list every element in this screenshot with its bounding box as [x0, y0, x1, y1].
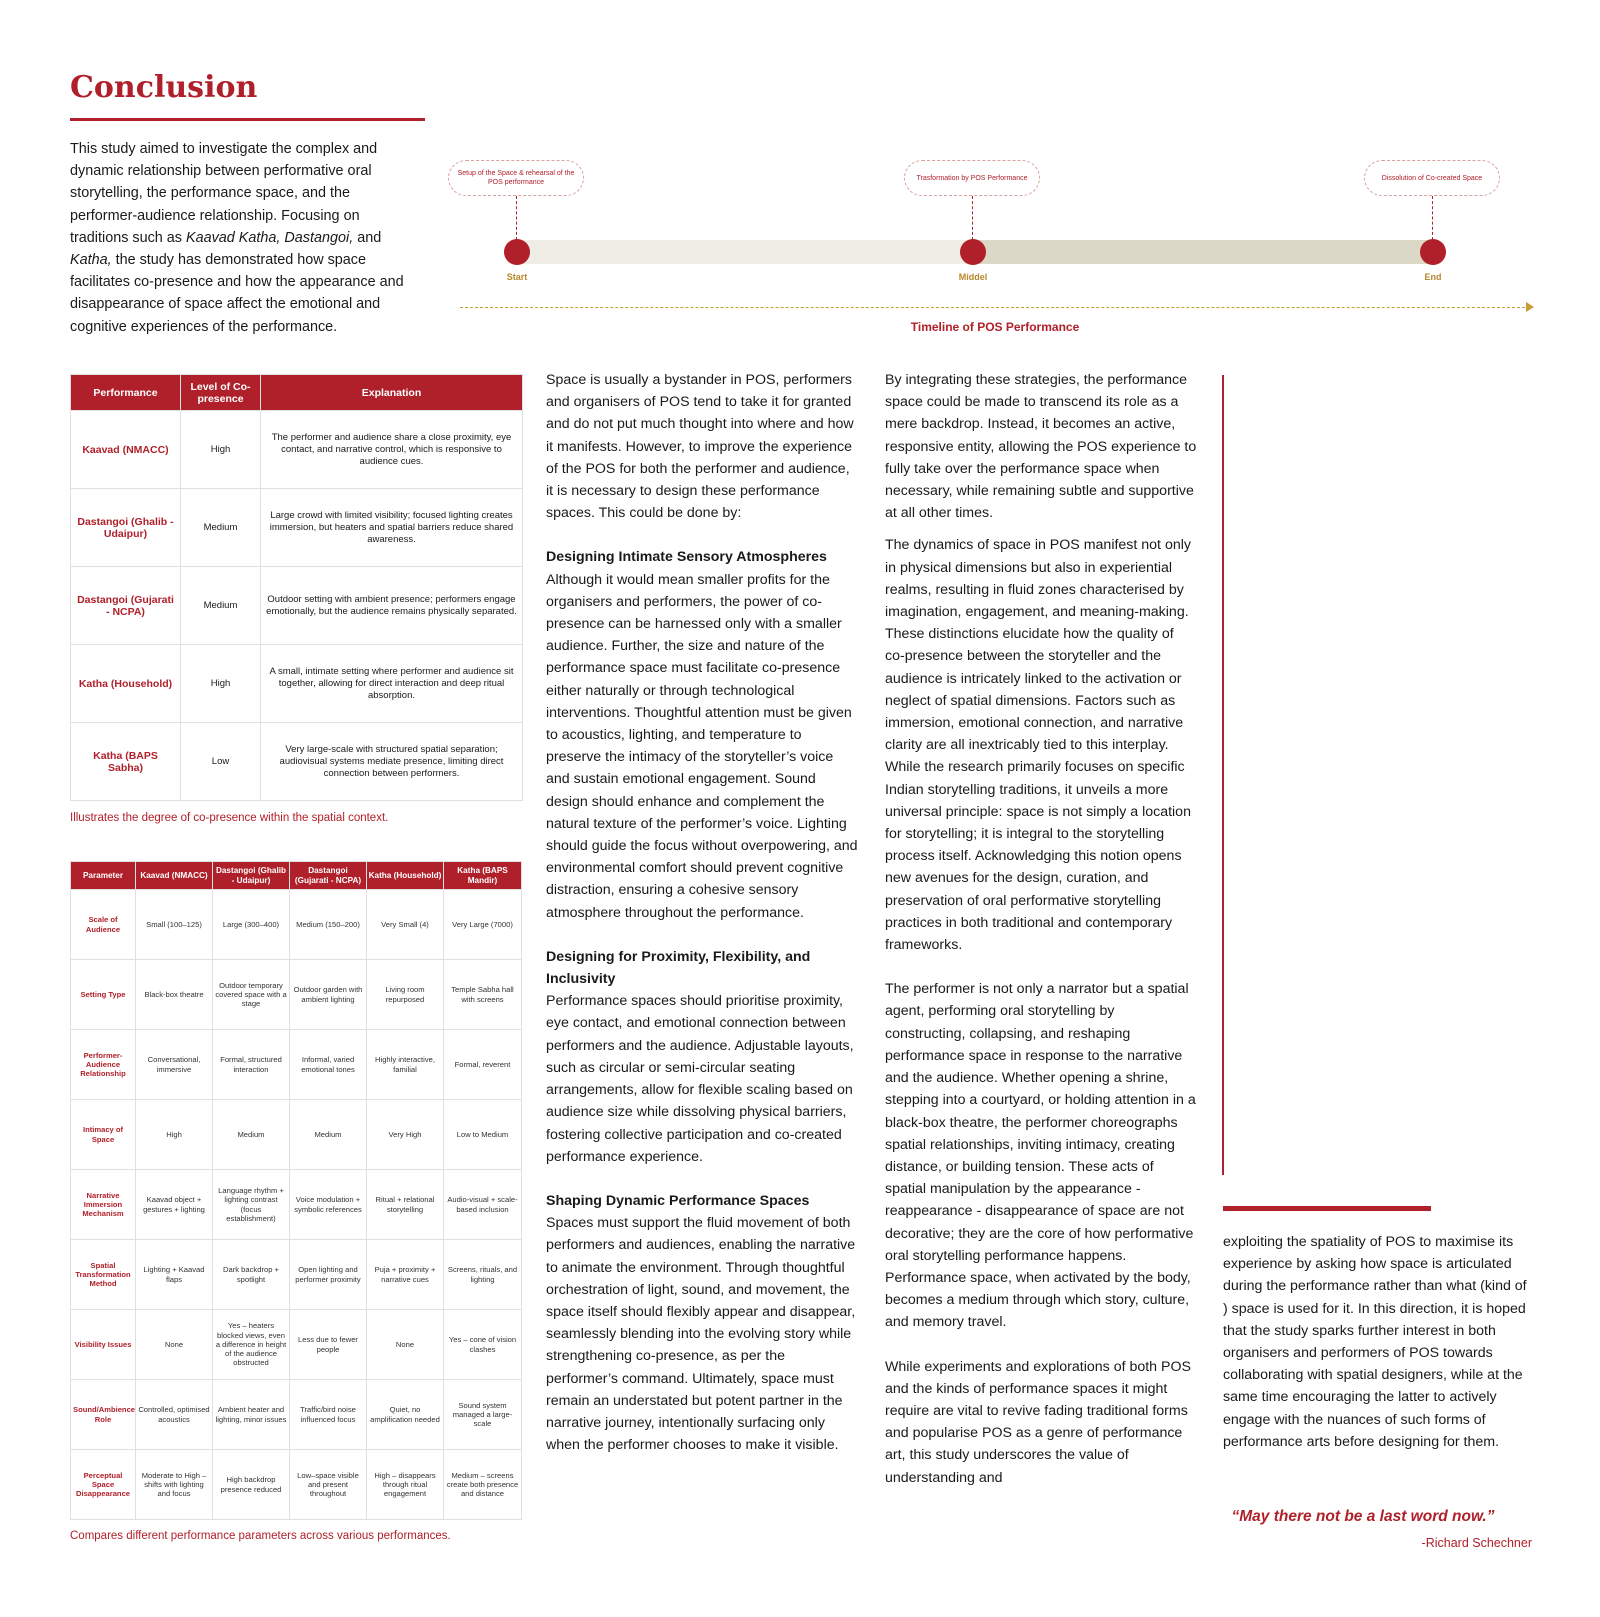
table-row	[71, 960, 522, 1030]
intro-paragraph	[70, 138, 420, 338]
table-row	[71, 645, 523, 723]
timeline-track-first-half	[517, 240, 973, 264]
row-label-cell: Perceptual Space Disappearance	[71, 1450, 136, 1520]
table-row	[71, 1380, 522, 1450]
table-cell: None	[136, 1310, 213, 1380]
table-cell: Low–space visible and present throughout	[290, 1450, 367, 1520]
table-cell: Conversational, immersive	[136, 1030, 213, 1100]
table-cell: Very large-scale with structured spatial separation; audiovisual systems mediate presence, limiting direct connection between performers.	[261, 723, 523, 801]
table-cell: Open lighting and performer proximity	[290, 1240, 367, 1310]
table-cell: Temple Sabha hall with screens	[444, 960, 522, 1030]
timeline-track-second-half	[973, 240, 1433, 264]
section-heading: Designing Intimate Sensory Atmospheres	[546, 549, 827, 566]
timeline-label-middle: Middel	[958, 272, 988, 282]
table-row	[71, 411, 523, 489]
timeline-label-end: End	[1424, 272, 1442, 282]
table-cell: Large crowd with limited visibility; focused lighting creates immersion, but heaters and spatial barriers reduce shared awareness.	[261, 489, 523, 567]
column-header: Explanation	[261, 375, 523, 411]
table-row	[71, 489, 523, 567]
row-label-cell: Intimacy of Space	[71, 1100, 136, 1170]
table-cell: Small (100–125)	[136, 890, 213, 960]
table-row	[71, 567, 523, 645]
column-header: Dastangoi (Ghalib - Udaipur)	[213, 862, 290, 890]
paragraph: The dynamics of space in POS manifest not only in physical dimensions but also in experiential realms, resulting in fluid zones characterised by imagination, engagement, and meaning-making. These distinctions elucidate how the quality of co-presence between the storyteller and the audience is intricately linked to the activation or neglect of spatial dimensions. Factors such as immersion, emotional connection, and narrative clarity are all inextricably tied to this interplay. While the research primarily focuses on specific Indian storytelling traditions, it unveils a more universal principle: space is not simply a location for storytelling; it is integral to the storytelling process itself. Acknowledging this notion opens new avenues for the design, curation, and preservation of oral performative storytelling practices in both traditional and contemporary frameworks.	[885, 537, 1191, 954]
column-header: Katha (BAPS Mandir)	[444, 862, 522, 890]
table-cell: Controlled, optimised acoustics	[136, 1380, 213, 1450]
table-header-row	[71, 862, 522, 890]
table-cell: Medium (150–200)	[290, 890, 367, 960]
table-cell: Medium	[181, 567, 261, 645]
table1-caption: Illustrates the degree of co-presence within the spatial context.	[70, 812, 389, 824]
co-presence-table	[70, 374, 523, 801]
intro-text-3: the study has demonstrated how space facilitates co-presence and how the appearance and disappearance of space affect the emotional and cognitive experiences of the performance.	[70, 252, 404, 335]
table-cell: Outdoor temporary covered space with a stage	[213, 960, 290, 1030]
paragraph: Performance spaces should prioritise proximity, eye contact, and emotional connection between performers and the audience. Adjustable layouts, such as circular or semi-circular seating arrangements, allow for flexible scaling based on audience size while dissolving physical barriers, fostering collective participation and co-created performance experience.	[546, 993, 854, 1165]
table-cell: Ambient heater and lighting, minor issues	[213, 1380, 290, 1450]
table-row	[71, 1240, 522, 1310]
table-cell: Yes – heaters blocked views, even a difference in height of the audience obstructed	[213, 1310, 290, 1380]
table-row	[71, 1310, 522, 1380]
table-cell: Sound system managed a large-scale	[444, 1380, 522, 1450]
timeline-diagram	[450, 160, 1540, 340]
table-cell: A small, intimate setting where performer and audience sit together, allowing for direct interaction and deep ritual absorption.	[261, 645, 523, 723]
section-heading: Shaping Dynamic Performance Spaces	[546, 1192, 810, 1209]
table-cell: Audio-visual + scale-based inclusion	[444, 1170, 522, 1240]
row-label-cell: Visibility Issues	[71, 1310, 136, 1380]
row-label-cell: Setting Type	[71, 960, 136, 1030]
row-label-cell: Narrative Immersion Mechanism	[71, 1170, 136, 1240]
timeline-connector	[1432, 196, 1433, 240]
row-label-cell: Sound/Ambience Role	[71, 1380, 136, 1450]
timeline-caption: Timeline of POS Performance	[910, 320, 1080, 334]
table-cell: The performer and audience share a close proximity, eye contact, and narrative control, which is responsive to audience cues.	[261, 411, 523, 489]
table-cell: Highly interactive, familial	[367, 1030, 444, 1100]
table-cell: Very High	[367, 1100, 444, 1170]
intro-italic-2: Katha,	[70, 252, 112, 269]
table-cell: Very Small (4)	[367, 890, 444, 960]
timeline-connector	[972, 196, 973, 240]
table-cell: None	[367, 1310, 444, 1380]
table-cell: Formal, structured interaction	[213, 1030, 290, 1100]
table-cell: Voice modulation + symbolic references	[290, 1170, 367, 1240]
table-cell: Medium	[290, 1100, 367, 1170]
table-cell: Black-box theatre	[136, 960, 213, 1030]
table-cell: High	[136, 1100, 213, 1170]
table-cell: Very Large (7000)	[444, 890, 522, 960]
paragraph: While experiments and explorations of both POS and the kinds of performance spaces it might require are vital to revive fading traditional forms and popularise POS as a genre of performance art, this study underscores the value of understanding and	[885, 1358, 1191, 1486]
column-header: Performance	[71, 375, 181, 411]
table-cell: Dark backdrop + spotlight	[213, 1240, 290, 1310]
table-cell: Traffic/bird noise influenced focus	[290, 1380, 367, 1450]
timeline-point-start	[504, 239, 530, 265]
paragraph: Spaces must support the fluid movement of both performers and audiences, enabling the narrative to animate the environment. Through thoughtful orchestration of light, sound, and movement, the space itself should flexibly appear and disappear, seamlessly blending into the evolving story while strengthening co-presence, as per the performer’s command. Ultimately, space must remain an understated but potent partner in the narrative journey, intentionally surfacing only when the performer chooses to make it visible.	[546, 1215, 856, 1454]
intro-text-2: and	[353, 229, 382, 246]
timeline-bubble-transformation: Trasformation by POS Performance	[904, 160, 1040, 196]
column-header: Katha (Household)	[367, 862, 444, 890]
table-cell: High	[181, 645, 261, 723]
page-title: Conclusion	[70, 70, 258, 105]
table-row	[71, 1030, 522, 1100]
row-label-cell: Dastangoi (Gujarati - NCPA)	[71, 567, 181, 645]
table-row	[71, 723, 523, 801]
paragraph: By integrating these strategies, the performance space could be made to transcend its role as a mere backdrop. Instead, it becomes an active, responsive entity, allowing the POS experience to fully take over the performance space when necessary, while remaining subtle and supportive at all other times.	[885, 372, 1197, 522]
row-label-cell: Dastangoi (Ghalib - Udaipur)	[71, 489, 181, 567]
intro-text-1: This study aimed to investigate the complex and dynamic relationship between performative oral storytelling, the performance space, and the performer-audience relationship. Focusing on traditions such as	[70, 141, 378, 246]
table-cell: Outdoor setting with ambient presence; performers engage emotionally, but the audience remains physically separated.	[261, 567, 523, 645]
table-cell: Large (300–400)	[213, 890, 290, 960]
table-cell: Low to Medium	[444, 1100, 522, 1170]
table-cell: Informal, varied emotional tones	[290, 1030, 367, 1100]
table2-caption: Compares different performance parameters across various performances.	[70, 1530, 451, 1542]
table-header-row	[71, 375, 523, 411]
paragraph: The performer is not only a narrator but a spatial agent, performing oral storytelling by constructing, collapsing, and reshaping performance space in response to the narrative and the audience. Whether opening a shrine, stepping into a courtyard, or holding attention in a black-box theatre, the performer choreographs spatial relationships, inviting intimacy, creating distance, or building tension. These acts of spatial manipulation by the appearance - reappearance - disappearance of space are not decorative; they are the core of how performative oral storytelling performance happens. Performance space, when activated by the body, becomes a medium through which story, culture, and memory travel.	[885, 981, 1196, 1331]
table-row	[71, 1170, 522, 1240]
timeline-connector	[516, 196, 517, 240]
table-cell: Yes – cone of vision clashes	[444, 1310, 522, 1380]
table-cell: Medium	[213, 1100, 290, 1170]
table-row	[71, 1450, 522, 1520]
row-label-cell: Performer-Audience Relationship	[71, 1030, 136, 1100]
timeline-bubble-dissolution: Dissolution of Co-created Space	[1364, 160, 1500, 196]
closing-quote: “May there not be a last word now.”	[1231, 1508, 1495, 1525]
timeline-label-start: Start	[506, 272, 528, 282]
timeline-bubble-setup: Setup of the Space & rehearsal of the POS performance	[448, 160, 584, 196]
table-cell: Less due to fewer people	[290, 1310, 367, 1380]
row-label-cell: Katha (BAPS Sabha)	[71, 723, 181, 801]
intro-italic-1: Kaavad Katha, Dastangoi,	[185, 229, 354, 246]
row-label-cell: Scale of Audience	[71, 890, 136, 960]
table-cell: Quiet, no amplification needed	[367, 1380, 444, 1450]
table-cell: High	[181, 411, 261, 489]
table-cell: Language rhythm + lighting contrast (focus establishment)	[213, 1170, 290, 1240]
text-column-2	[546, 369, 858, 1478]
table-cell: Lighting + Kaavad flaps	[136, 1240, 213, 1310]
table-cell: Outdoor garden with ambient lighting	[290, 960, 367, 1030]
table-cell: High backdrop presence reduced	[213, 1450, 290, 1520]
timeline-arrowhead	[1526, 302, 1534, 312]
text-column-3	[885, 369, 1197, 1511]
table-cell: Kaavad object + gestures + lighting	[136, 1170, 213, 1240]
table-cell: Medium	[181, 489, 261, 567]
table-cell: Medium – screens create both presence and distance	[444, 1450, 522, 1520]
table-cell: High – disappears through ritual engagement	[367, 1450, 444, 1520]
row-label-cell: Spatial Transformation Method	[71, 1240, 136, 1310]
column-header: Parameter	[71, 862, 136, 890]
quote-author: -Richard Schechner	[1421, 1536, 1532, 1550]
paragraph: exploiting the spatiality of POS to maximise its experience by asking how space is articulated during the performance rather than what (kind of ) space is used for it. In this direction, it is hoped that the study sparks further interest in both organisers and performers of POS towards collaborating with spatial designers, while at the same time encouraging the latter to actively engage with the nuances of such forms of performance arts before designing for them.	[1223, 1234, 1527, 1450]
row-label-cell: Katha (Household)	[71, 645, 181, 723]
vertical-divider	[1222, 375, 1224, 1175]
title-underline	[70, 118, 425, 121]
table-row	[71, 890, 522, 960]
table-cell: Moderate to High – shifts with lighting and focus	[136, 1450, 213, 1520]
column-header: Dastangoi (Gujarati - NCPA)	[290, 862, 367, 890]
table-cell: Screens, rituals, and lighting	[444, 1240, 522, 1310]
section-heading: Designing for Proximity, Flexibility, and Inclusivity	[546, 948, 811, 988]
row-label-cell: Kaavad (NMACC)	[71, 411, 181, 489]
timeline-arrow-line	[460, 307, 1530, 308]
table-cell: Puja + proximity + narrative cues	[367, 1240, 444, 1310]
table-row	[71, 1100, 522, 1170]
table-cell: Formal, reverent	[444, 1030, 522, 1100]
timeline-point-end	[1420, 239, 1446, 265]
text-column-4	[1223, 1231, 1535, 1475]
horizontal-accent-bar	[1223, 1206, 1431, 1211]
paragraph: Although it would mean smaller profits for the organisers and performers, the power of co-presence can be harnessed only with a smaller audience. Further, the size and nature of the performance space must facilitate co-presence either naturally or through technological interventions. Thoughtful attention must be given to acoustics, lighting, and temperature to preserve the intimacy of the storyteller’s voice and sustain emotional engagement. Sound design should enhance and complement the natural texture of the performer’s voice. Lighting should guide the focus without overpowering, and environmental comfort should prevent cognitive distraction, ensuring a cohesive sensory atmosphere throughout the performance.	[546, 571, 858, 921]
paragraph: Space is usually a bystander in POS, performers and organisers of POS tend to take it for granted and do not put much thought into where and how it manifests. However, to improve the experience of the POS for both the performer and audience, it is necessary to design these performance spaces. This could be done by:	[546, 372, 854, 522]
column-header: Kaavad (NMACC)	[136, 862, 213, 890]
parameters-comparison-table	[70, 861, 522, 1520]
timeline-point-middle	[960, 239, 986, 265]
table-cell: Ritual + relational storytelling	[367, 1170, 444, 1240]
column-header: Level of Co-presence	[181, 375, 261, 411]
table-cell: Low	[181, 723, 261, 801]
table-cell: Living room repurposed	[367, 960, 444, 1030]
